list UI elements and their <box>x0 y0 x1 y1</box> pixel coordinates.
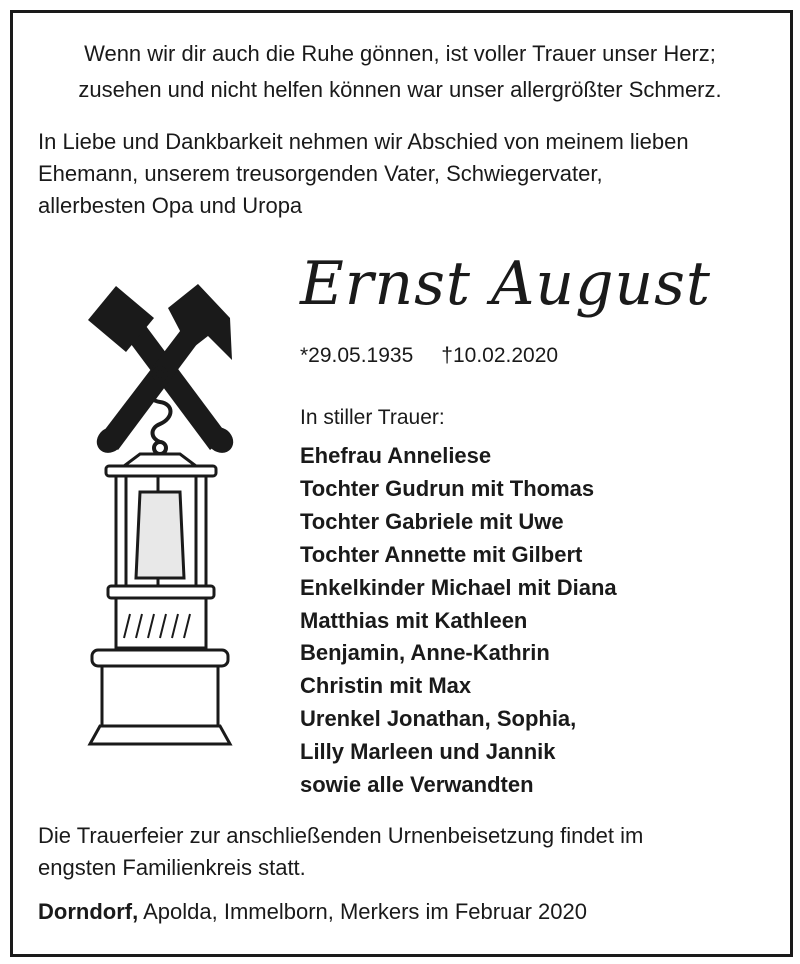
mourners-list <box>300 440 617 802</box>
mourners-label: In stiller Trauer: <box>300 406 445 429</box>
ceremony-line: engsten Familienkreis statt. <box>38 855 306 880</box>
intro-line: Ehemann, unserem treusorgenden Vater, Schwiegervater, <box>38 161 603 186</box>
list-item: Enkelkinder Michael mit Diana <box>300 574 617 600</box>
deceased-name: Ernst August <box>300 249 712 319</box>
list-item: Benjamin, Anne-Kathrin <box>300 640 550 666</box>
hammer-and-pick-miners-lamp-icon <box>80 278 250 748</box>
list-item: Christin mit Max <box>300 673 472 699</box>
list-item: Tochter Annette mit Gilbert <box>300 541 583 567</box>
death-date: †10.02.2020 <box>441 344 559 367</box>
verse-line: zusehen und nicht helfen können war unser allergrößter Schmerz. <box>78 77 722 102</box>
list-item: Ehefrau Anneliese <box>300 443 492 468</box>
place-rest: Apolda, Immelborn, Merkers im Februar 2020 <box>138 899 587 924</box>
list-item: Lilly Marleen und Jannik <box>300 739 556 765</box>
farewell-intro <box>38 126 778 222</box>
list-item: sowie alle Verwandten <box>300 772 534 798</box>
place-and-date <box>38 896 587 928</box>
list-item: Tochter Gudrun mit Thomas <box>300 475 595 501</box>
intro-line: In Liebe und Dankbarkeit nehmen wir Abschied von meinem lieben <box>38 129 689 154</box>
ceremony-line: Die Trauerfeier zur anschließenden Urnenbeisetzung findet im <box>38 823 644 848</box>
birth-date: *29.05.1935 <box>300 344 414 367</box>
list-item: Urenkel Jonathan, Sophia, <box>300 706 577 732</box>
intro-line: allerbesten Opa und Uropa <box>38 193 303 218</box>
ceremony-notice <box>38 820 778 884</box>
town-name: Dorndorf, <box>38 899 139 924</box>
list-item: Tochter Gabriele mit Uwe <box>300 508 564 534</box>
verse-line: Wenn wir dir auch die Ruhe gönnen, ist voller Trauer unser Herz; <box>84 41 716 66</box>
life-dates <box>300 340 558 372</box>
memorial-verse <box>14 36 786 108</box>
list-item: Matthias mit Kathleen <box>300 607 528 633</box>
